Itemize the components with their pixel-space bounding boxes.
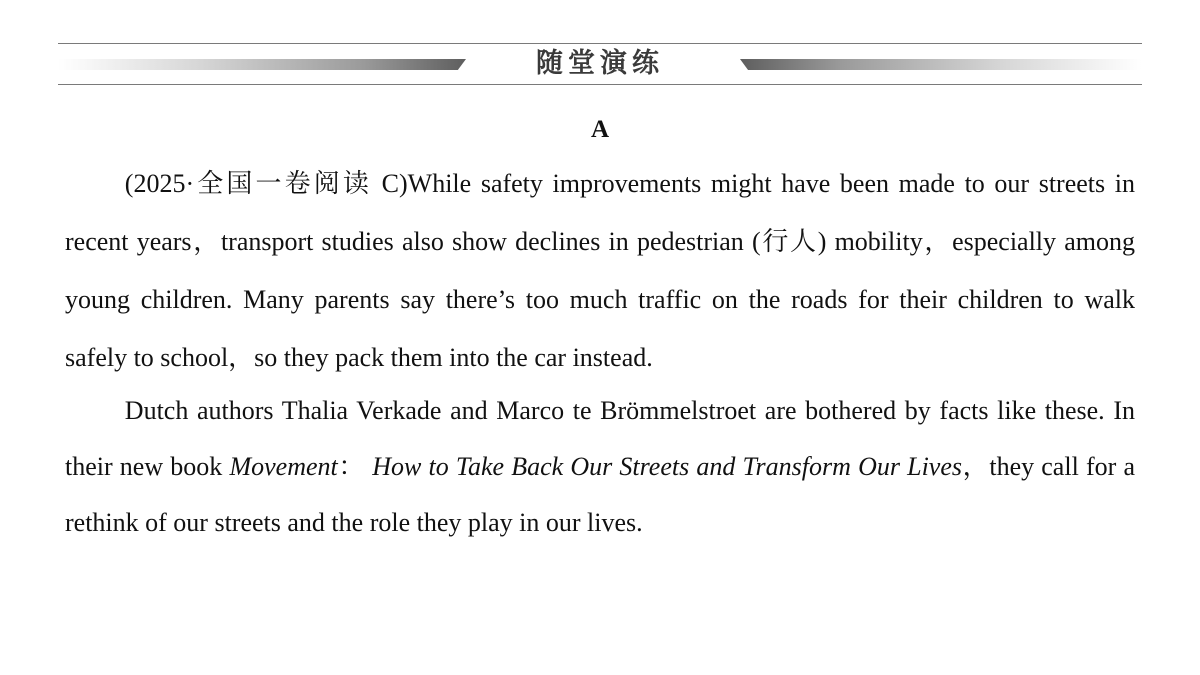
paragraph-2 [65,383,1135,551]
paragraph-2-intro: Dutch authors Thalia Verkade and Marco te Brömmelstroet are bothered by facts like these. In their new book [65,396,1135,481]
paragraph-2-ending: ，they call for a rethink of our streets and the role they play in our lives. [65,452,1135,537]
reading-passage [65,155,1135,551]
passage-label: A [590,116,610,143]
header-top-rule [58,43,1142,44]
section-header [58,43,1142,86]
paragraph-1: (2025·全国一卷阅读 C)While safety improvements might have been made to our streets in recent years，transport studies also show declines in pedestrian (行人) mobility，especially among young children. Many parents say there’s too much traffic on the roads for their children to walk safely to school，so they pack them into the car instead. [65,169,1135,372]
book-title-separator: ： [337,452,373,481]
header-bottom-rule [58,84,1142,85]
book-title-main: Movement [229,452,338,481]
header-title: 随堂演练 [536,48,664,79]
book-title-subtitle: How to Take Back Our Streets and Transform Our Lives [372,452,963,481]
